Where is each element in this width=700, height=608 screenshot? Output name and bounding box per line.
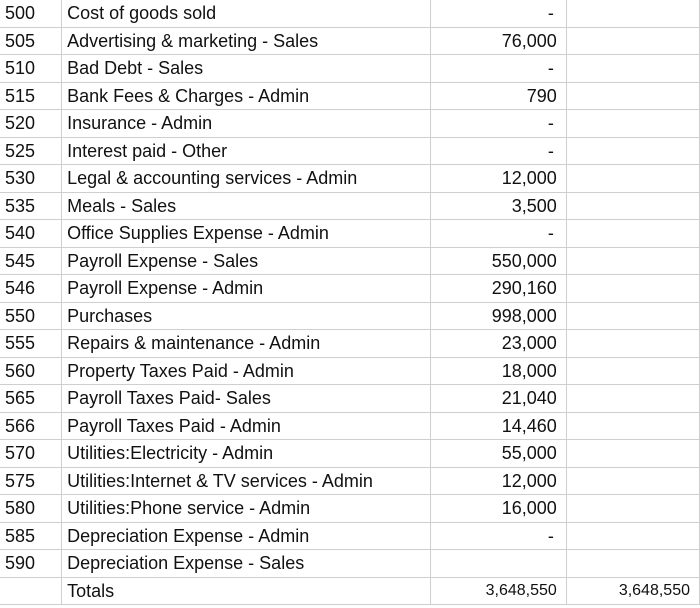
account-code-cell[interactable]: 590	[0, 550, 62, 578]
amount-cell[interactable]: -	[430, 522, 566, 550]
empty-cell[interactable]	[566, 412, 699, 440]
amount-cell[interactable]: 14,460	[430, 412, 566, 440]
table-row	[0, 82, 700, 110]
account-code-cell[interactable]: 546	[0, 275, 62, 303]
table-row	[0, 192, 700, 220]
amount-cell[interactable]: 3,500	[430, 192, 566, 220]
account-code-cell[interactable]: 535	[0, 192, 62, 220]
table-row	[0, 495, 700, 523]
amount-cell[interactable]: -	[430, 0, 566, 27]
table-row	[0, 550, 700, 578]
table-row	[0, 110, 700, 138]
amount-cell[interactable]: 550,000	[430, 247, 566, 275]
account-name-cell[interactable]: Purchases	[62, 302, 431, 330]
table-row	[0, 385, 700, 413]
account-code-cell[interactable]: 520	[0, 110, 62, 138]
table-row	[0, 27, 700, 55]
amount-cell[interactable]: 55,000	[430, 440, 566, 468]
account-name-cell[interactable]: Depreciation Expense - Sales	[62, 550, 431, 578]
account-name-cell[interactable]: Legal & accounting services - Admin	[62, 165, 431, 193]
account-code-cell[interactable]: 510	[0, 55, 62, 83]
account-name-cell[interactable]: Meals - Sales	[62, 192, 431, 220]
empty-cell[interactable]	[566, 275, 699, 303]
account-code-cell[interactable]: 545	[0, 247, 62, 275]
empty-cell[interactable]	[566, 220, 699, 248]
empty-cell[interactable]	[566, 192, 699, 220]
account-name-cell[interactable]: Utilities:Phone service - Admin	[62, 495, 431, 523]
account-name-cell[interactable]: Utilities:Internet & TV services - Admin	[62, 467, 431, 495]
account-code-cell[interactable]: 565	[0, 385, 62, 413]
account-name-cell[interactable]: Office Supplies Expense - Admin	[62, 220, 431, 248]
account-name-cell[interactable]: Utilities:Electricity - Admin	[62, 440, 431, 468]
empty-cell[interactable]	[566, 27, 699, 55]
account-code-cell[interactable]: 505	[0, 27, 62, 55]
account-name-cell[interactable]: Bad Debt - Sales	[62, 55, 431, 83]
amount-cell[interactable]: 998,000	[430, 302, 566, 330]
empty-cell[interactable]	[566, 110, 699, 138]
amount-cell[interactable]: 16,000	[430, 495, 566, 523]
account-code-cell[interactable]: 580	[0, 495, 62, 523]
empty-cell[interactable]	[566, 247, 699, 275]
account-name-cell[interactable]: Insurance - Admin	[62, 110, 431, 138]
table-row	[0, 165, 700, 193]
table-row	[0, 357, 700, 385]
account-name-cell[interactable]: Payroll Taxes Paid- Sales	[62, 385, 431, 413]
table-row	[0, 330, 700, 358]
totals-amount[interactable]: 3,648,550	[430, 577, 566, 605]
account-code-cell[interactable]: 525	[0, 137, 62, 165]
account-name-cell[interactable]: Interest paid - Other	[62, 137, 431, 165]
amount-cell[interactable]	[430, 550, 566, 578]
amount-cell[interactable]: 790	[430, 82, 566, 110]
empty-cell[interactable]	[566, 0, 699, 27]
empty-cell[interactable]	[566, 165, 699, 193]
account-name-cell[interactable]: Advertising & marketing - Sales	[62, 27, 431, 55]
empty-cell[interactable]	[566, 357, 699, 385]
amount-cell[interactable]: 23,000	[430, 330, 566, 358]
table-row	[0, 275, 700, 303]
account-code-cell[interactable]: 575	[0, 467, 62, 495]
amount-cell[interactable]: 12,000	[430, 165, 566, 193]
account-code-cell[interactable]: 555	[0, 330, 62, 358]
empty-cell[interactable]	[566, 302, 699, 330]
empty-cell[interactable]	[566, 385, 699, 413]
totals-label[interactable]: Totals	[62, 577, 431, 605]
amount-cell[interactable]: -	[430, 110, 566, 138]
empty-cell[interactable]	[566, 137, 699, 165]
amount-cell[interactable]: 290,160	[430, 275, 566, 303]
empty-cell[interactable]	[566, 330, 699, 358]
account-name-cell[interactable]: Payroll Expense - Admin	[62, 275, 431, 303]
table-row	[0, 467, 700, 495]
totals-row	[0, 577, 700, 605]
amount-cell[interactable]: 18,000	[430, 357, 566, 385]
account-name-cell[interactable]: Payroll Taxes Paid - Admin	[62, 412, 431, 440]
account-code-cell[interactable]: 540	[0, 220, 62, 248]
table-row	[0, 137, 700, 165]
account-name-cell[interactable]: Property Taxes Paid - Admin	[62, 357, 431, 385]
account-code-cell[interactable]: 550	[0, 302, 62, 330]
empty-cell[interactable]	[566, 82, 699, 110]
amount-cell[interactable]: -	[430, 220, 566, 248]
account-code-cell[interactable]: 566	[0, 412, 62, 440]
table-row	[0, 440, 700, 468]
empty-cell[interactable]	[566, 55, 699, 83]
totals-amount-2[interactable]: 3,648,550	[566, 577, 699, 605]
amount-cell[interactable]: 76,000	[430, 27, 566, 55]
amount-cell[interactable]: -	[430, 137, 566, 165]
amount-cell[interactable]: 12,000	[430, 467, 566, 495]
table-row	[0, 247, 700, 275]
account-name-cell[interactable]: Bank Fees & Charges - Admin	[62, 82, 431, 110]
account-name-cell[interactable]: Repairs & maintenance - Admin	[62, 330, 431, 358]
amount-cell[interactable]: 21,040	[430, 385, 566, 413]
table-row	[0, 0, 700, 27]
empty-cell[interactable]	[566, 550, 699, 578]
account-name-cell[interactable]: Payroll Expense - Sales	[62, 247, 431, 275]
table-row	[0, 220, 700, 248]
empty-cell[interactable]	[566, 467, 699, 495]
account-code-cell[interactable]: 530	[0, 165, 62, 193]
account-code-cell[interactable]: 515	[0, 82, 62, 110]
table-row	[0, 522, 700, 550]
empty-cell[interactable]	[566, 440, 699, 468]
account-name-cell[interactable]: Depreciation Expense - Admin	[62, 522, 431, 550]
empty-cell[interactable]	[566, 495, 699, 523]
empty-cell[interactable]	[566, 522, 699, 550]
amount-cell[interactable]: -	[430, 55, 566, 83]
account-code-cell[interactable]: 570	[0, 440, 62, 468]
account-name-cell[interactable]: Cost of goods sold	[62, 0, 431, 27]
account-code-cell[interactable]: 560	[0, 357, 62, 385]
table-row	[0, 55, 700, 83]
empty-cell[interactable]	[0, 577, 62, 605]
account-code-cell[interactable]: 585	[0, 522, 62, 550]
account-code-cell[interactable]: 500	[0, 0, 62, 27]
table-row	[0, 302, 700, 330]
table-row	[0, 412, 700, 440]
